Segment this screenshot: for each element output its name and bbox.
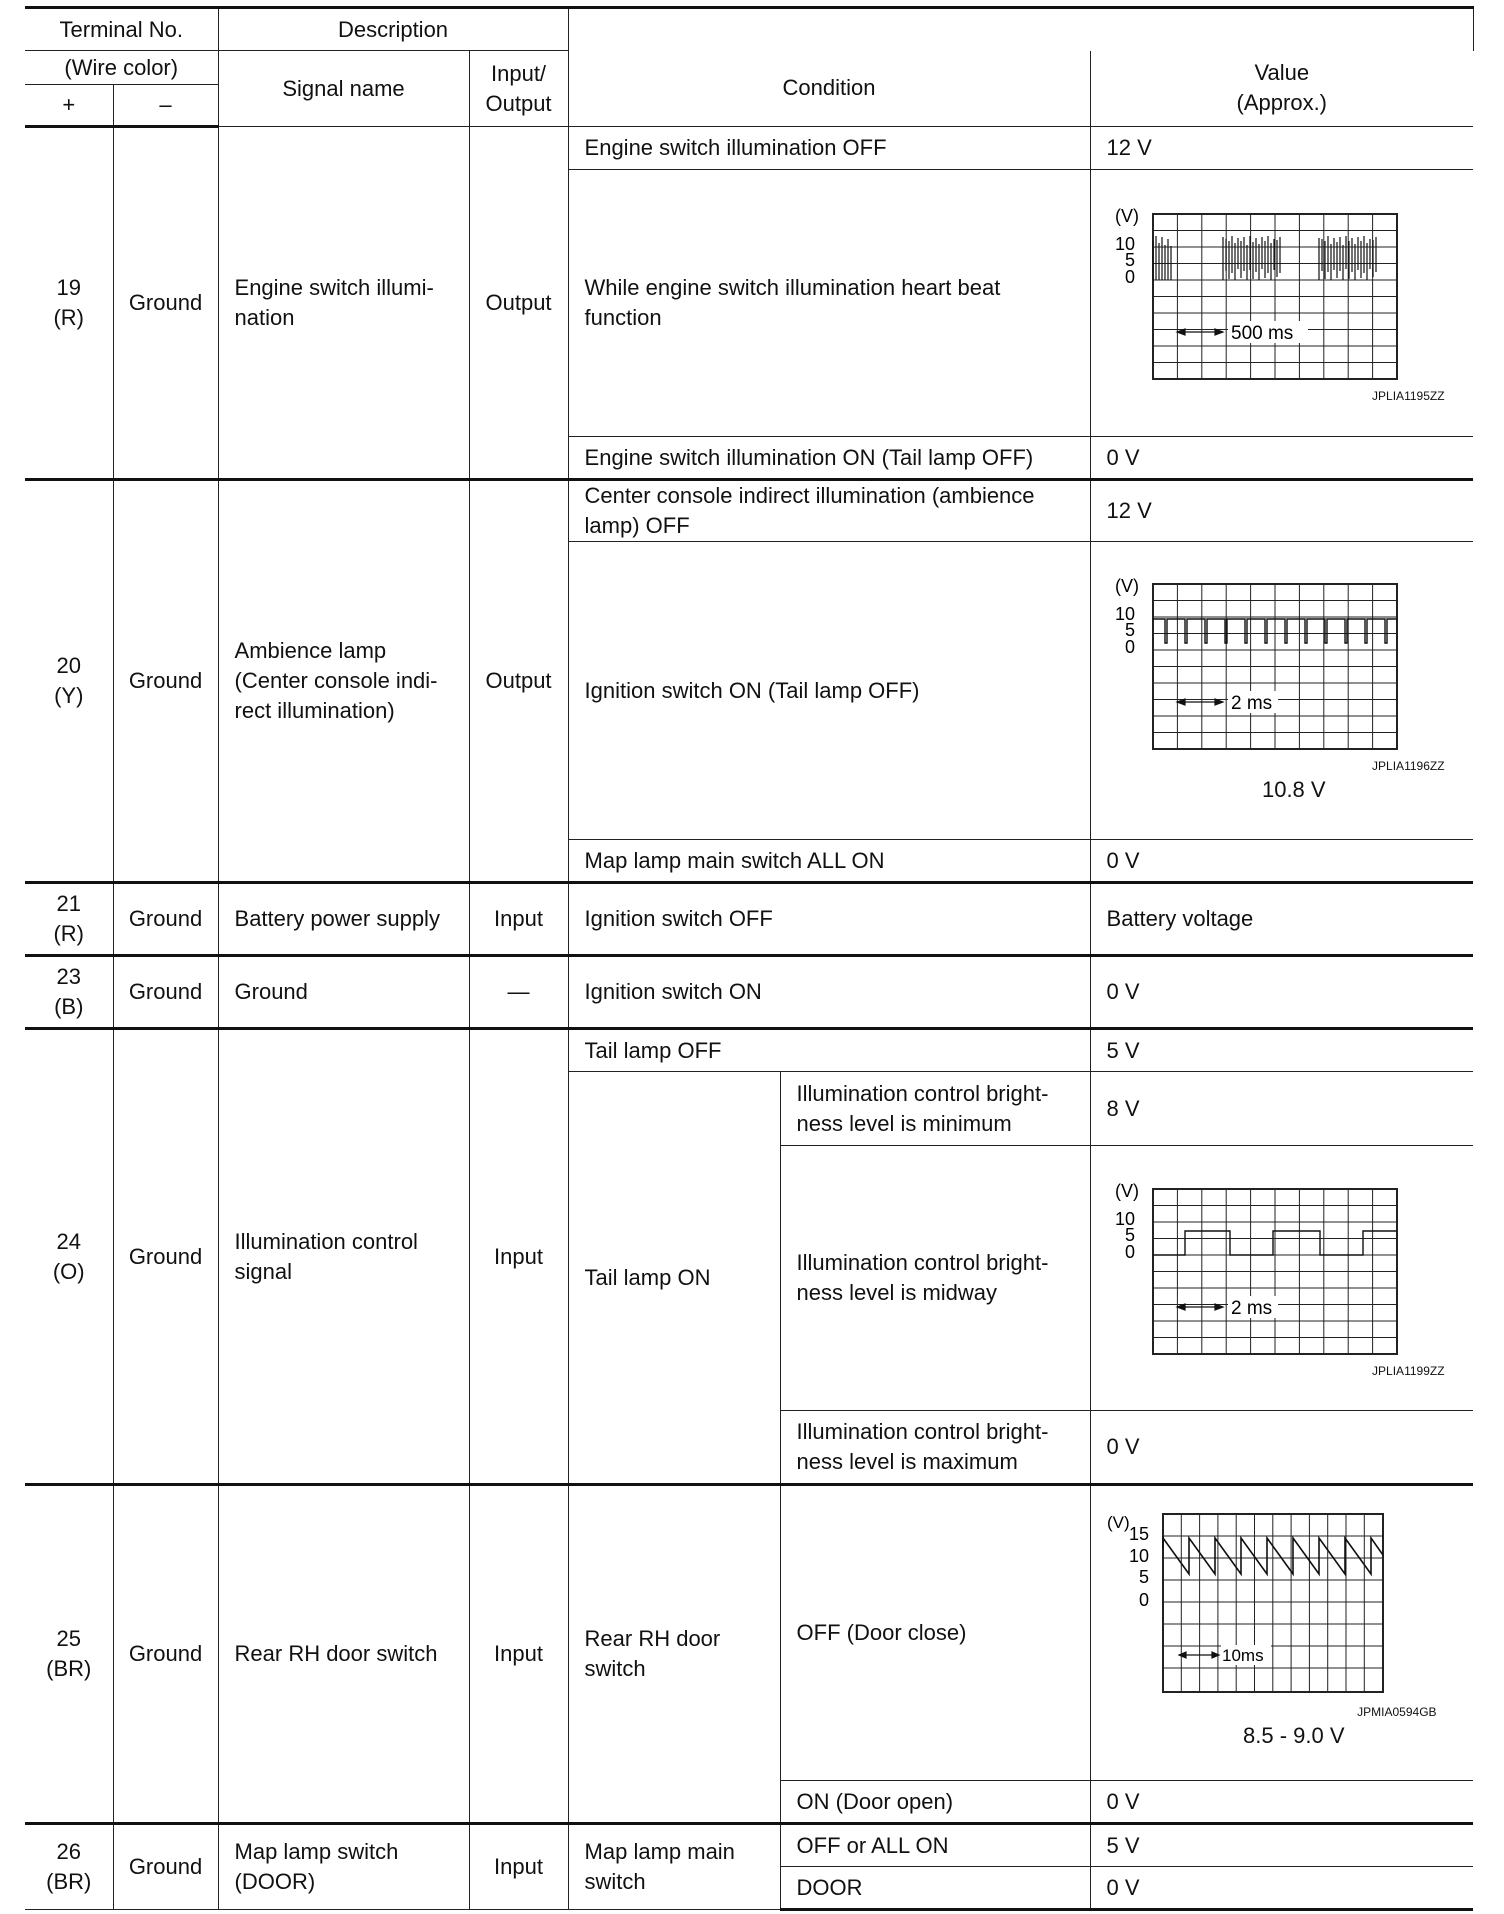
header-minus: – [113, 85, 218, 127]
waveform-25-graph [1107, 1510, 1447, 1710]
value-26-door: 0 V [1090, 1867, 1473, 1910]
ground-20: Ground [113, 480, 218, 883]
terminal-25: 25 (BR) [25, 1485, 113, 1824]
condition-20-2: Ignition switch ON (Tail lamp OFF) [568, 542, 1090, 840]
signal-25: Rear RH door switch [218, 1485, 469, 1824]
ground-19: Ground [113, 127, 218, 480]
waveform-24-code: JPLIA1199ZZ [1372, 1363, 1445, 1378]
svg-text:(V): (V) [1114, 576, 1139, 596]
svg-text:10: 10 [1128, 1546, 1149, 1566]
waveform-20-code: JPLIA1196ZZ [1372, 759, 1445, 773]
header-condition-top [568, 8, 1473, 51]
value-23: 0 V [1090, 956, 1473, 1029]
condition-24-group: Tail lamp ON [568, 1072, 780, 1485]
value-24-mid [1090, 1146, 1473, 1411]
svg-text:0: 0 [1124, 266, 1135, 287]
io-20: Output [469, 480, 568, 883]
value-19-2 [1090, 170, 1473, 437]
condition-21: Ignition switch OFF [568, 883, 1090, 956]
waveform-25-value: 8.5 - 9.0 V [1243, 1723, 1345, 1748]
value-19-3: 0 V [1090, 437, 1473, 480]
svg-text:10ms: 10ms [1221, 1646, 1264, 1665]
value-24-1: 5 V [1090, 1029, 1473, 1072]
condition-26-group: Map lamp main switch [568, 1824, 780, 1910]
svg-text:(V): (V) [1106, 1513, 1130, 1532]
svg-text:0: 0 [1124, 1241, 1135, 1262]
terminal-21: 21 (R) [25, 883, 113, 956]
condition-23: Ignition switch ON [568, 956, 1090, 1029]
header-condition: Condition [568, 51, 1090, 127]
header-description: Description [218, 8, 568, 51]
ground-25: Ground [113, 1485, 218, 1824]
io-24: Input [469, 1029, 568, 1485]
svg-text:5: 5 [1124, 249, 1135, 270]
svg-text:5: 5 [1124, 1224, 1135, 1245]
waveform-20-graph [1115, 571, 1445, 761]
io-26: Input [469, 1824, 568, 1910]
condition-20-1: Center console indirect illumination (ambience lamp) OFF [568, 480, 1090, 542]
ground-21: Ground [113, 883, 218, 956]
waveform-19 [1115, 201, 1445, 406]
svg-text:5: 5 [1138, 1567, 1149, 1587]
waveform-19-graph [1115, 201, 1445, 391]
svg-text:10: 10 [1114, 233, 1135, 254]
waveform-19-code: JPLIA1195ZZ [1372, 388, 1445, 403]
value-20-1: 12 V [1090, 480, 1473, 542]
waveform-25-code: JPMIA0594GB [1357, 1705, 1437, 1719]
waveform-25 [1107, 1510, 1437, 1722]
condition-25-on: ON (Door open) [780, 1781, 1090, 1824]
terminal-23: 23 (B) [25, 956, 113, 1029]
svg-text:15: 15 [1128, 1524, 1149, 1544]
header-plus: + [25, 85, 113, 127]
condition-20-3: Map lamp main switch ALL ON [568, 840, 1090, 883]
svg-text:(V): (V) [1114, 1180, 1139, 1201]
terminal-spec-table [25, 6, 1474, 1911]
condition-19-2: While engine switch illumination heart beat function [568, 170, 1090, 437]
condition-19-1: Engine switch illumination OFF [568, 127, 1090, 170]
value-25-on: 0 V [1090, 1781, 1473, 1824]
signal-19: Engine switch illumi- nation [218, 127, 469, 480]
waveform-20-value: 10.8 V [1261, 777, 1326, 802]
ground-23: Ground [113, 956, 218, 1029]
value-26-off: 5 V [1090, 1824, 1473, 1867]
condition-26-off: OFF or ALL ON [780, 1824, 1090, 1867]
io-19: Output [469, 127, 568, 480]
svg-text:10: 10 [1114, 1208, 1135, 1229]
condition-24-max: Illumination control bright- ness level is maximum [780, 1411, 1090, 1485]
condition-24-min: Illumination control bright- ness level is minimum [780, 1072, 1090, 1146]
svg-text:(V): (V) [1114, 205, 1139, 226]
condition-25-off: OFF (Door close) [780, 1485, 1090, 1781]
ground-26: Ground [113, 1824, 218, 1910]
svg-text:5: 5 [1124, 620, 1135, 640]
terminal-20: 20 (Y) [25, 480, 113, 883]
terminal-26: 26 (BR) [25, 1824, 113, 1910]
condition-24-mid: Illumination control bright- ness level is midway [780, 1146, 1090, 1411]
value-21: Battery voltage [1090, 883, 1473, 956]
svg-text:2 ms: 2 ms [1230, 1297, 1272, 1319]
header-value: Value (Approx.) [1090, 51, 1473, 127]
signal-26: Map lamp switch (DOOR) [218, 1824, 469, 1910]
io-25: Input [469, 1485, 568, 1824]
header-wire-color: (Wire color) [25, 51, 218, 85]
terminal-24: 24 (O) [25, 1029, 113, 1485]
value-20-2 [1090, 542, 1473, 840]
terminal-19: 19 (R) [25, 127, 113, 480]
header-io: Input/ Output [469, 51, 568, 127]
header-terminal: Terminal No. [25, 8, 218, 51]
waveform-24 [1115, 1176, 1445, 1381]
io-23: — [469, 956, 568, 1029]
svg-text:10: 10 [1114, 604, 1135, 624]
value-20-3: 0 V [1090, 840, 1473, 883]
signal-20: Ambience lamp (Center console indi- rect illumination) [218, 480, 469, 883]
signal-23: Ground [218, 956, 469, 1029]
header-signal-name: Signal name [218, 51, 469, 127]
waveform-24-graph [1115, 1176, 1445, 1366]
signal-24: Illumination control signal [218, 1029, 469, 1485]
svg-text:2 ms: 2 ms [1230, 693, 1272, 714]
waveform-20 [1115, 571, 1445, 776]
value-24-min: 8 V [1090, 1072, 1473, 1146]
svg-text:0: 0 [1124, 637, 1135, 657]
ground-24: Ground [113, 1029, 218, 1485]
svg-text:0: 0 [1138, 1590, 1149, 1610]
value-25-off [1090, 1485, 1473, 1781]
value-24-max: 0 V [1090, 1411, 1473, 1485]
io-21: Input [469, 883, 568, 956]
signal-21: Battery power supply [218, 883, 469, 956]
svg-text:500 ms: 500 ms [1230, 322, 1293, 344]
condition-26-door: DOOR [780, 1867, 1090, 1910]
condition-19-3: Engine switch illumination ON (Tail lamp OFF) [568, 437, 1090, 480]
condition-25-group: Rear RH door switch [568, 1485, 780, 1824]
condition-24-1: Tail lamp OFF [568, 1029, 1090, 1072]
value-19-1: 12 V [1090, 127, 1473, 170]
